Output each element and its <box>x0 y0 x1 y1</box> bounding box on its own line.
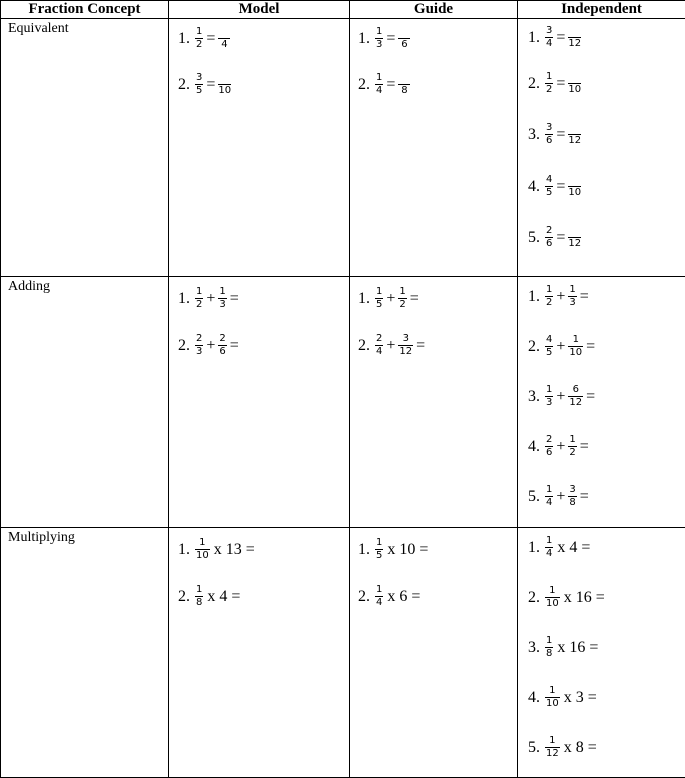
fraction <box>545 434 553 459</box>
fraction <box>568 484 576 509</box>
fraction-numerator: 1 <box>195 584 203 596</box>
multiply-expression: x 13 = <box>214 541 255 559</box>
problem-item <box>528 484 592 509</box>
equals-sign: = <box>586 338 595 356</box>
fraction-denominator: 8 <box>568 497 576 509</box>
plus-sign: + <box>206 290 215 308</box>
fraction <box>545 384 553 409</box>
fraction-numerator: 4 <box>545 174 553 186</box>
fraction-numerator: 1 <box>218 286 226 298</box>
problem-item <box>528 122 581 147</box>
fraction <box>545 122 553 147</box>
header-guide: Guide <box>350 1 518 19</box>
plus-sign: + <box>386 337 395 355</box>
equals-sign: = <box>416 337 425 355</box>
fraction <box>195 286 203 311</box>
fraction-denominator: 6 <box>545 238 553 250</box>
problem-item <box>358 333 428 358</box>
fraction-denominator: 4 <box>375 85 383 97</box>
fraction-numerator: 1 <box>545 635 553 647</box>
multiply-expression: x 3 = <box>564 689 597 707</box>
fraction <box>545 585 560 610</box>
header-model: Model <box>169 1 350 19</box>
problem-item <box>178 537 255 562</box>
plus-sign: + <box>556 488 565 506</box>
equals-sign: = <box>580 288 589 306</box>
fraction-denominator: 5 <box>545 347 553 359</box>
guide-cell <box>350 277 518 528</box>
fraction-numerator: 1 <box>545 535 553 547</box>
header-independent: Independent <box>518 1 685 19</box>
fraction-numerator: 1 <box>195 286 203 298</box>
problem-item <box>358 26 410 51</box>
fraction-numerator: 6 <box>572 384 580 396</box>
independent-cell <box>518 528 685 778</box>
fraction <box>375 72 383 97</box>
problem-item <box>528 225 581 250</box>
concept-cell: Multiplying <box>1 528 169 778</box>
fraction-numerator: 1 <box>572 334 580 346</box>
multiply-expression: x 4 = <box>207 588 240 606</box>
fraction-denominator: 10 <box>195 550 210 562</box>
fraction-numerator: 1 <box>198 537 206 549</box>
plus-sign: + <box>556 438 565 456</box>
fraction <box>568 334 583 359</box>
fraction <box>545 71 553 96</box>
fraction-numerator: 1 <box>375 286 383 298</box>
multiply-expression: x 4 = <box>557 539 590 557</box>
fraction-numerator: 1 <box>568 284 576 296</box>
problem-number: 1. <box>178 30 190 48</box>
fraction-denominator: 8 <box>195 597 203 609</box>
fraction-denominator: 12 <box>545 748 560 760</box>
problem-number: 3. <box>528 126 540 144</box>
fraction-numerator: 1 <box>375 72 383 84</box>
problem-number: 1. <box>528 288 540 306</box>
problem-item <box>528 535 590 560</box>
fraction <box>545 685 560 710</box>
problem-number: 5. <box>528 739 540 757</box>
concept-row <box>1 19 685 277</box>
fraction <box>375 537 383 562</box>
concept-cell: Adding <box>1 277 169 528</box>
problem-item <box>178 286 242 311</box>
concept-cell: Equivalent <box>1 19 169 277</box>
fraction-denominator: 6 <box>545 135 553 147</box>
problem-number: 5. <box>528 488 540 506</box>
fraction-numerator: 1 <box>545 71 553 83</box>
fraction <box>195 537 210 562</box>
equals-sign: = <box>556 29 565 47</box>
fraction-denominator: 2 <box>195 299 203 311</box>
multiply-expression: x 16 = <box>557 639 598 657</box>
fraction-denominator: 4 <box>545 38 553 50</box>
fraction-numerator: 1 <box>375 584 383 596</box>
problem-number: 4. <box>528 178 540 196</box>
fraction-numerator: 1 <box>545 384 553 396</box>
fraction-denominator: 4 <box>375 346 383 358</box>
multiply-expression: x 16 = <box>564 589 605 607</box>
fraction-numerator: 4 <box>545 334 553 346</box>
fraction-denominator: 2 <box>545 297 553 309</box>
fraction-denominator: 4 <box>545 548 553 560</box>
problem-number: 4. <box>528 689 540 707</box>
fraction-denominator: 12 <box>398 346 413 358</box>
problem-item <box>528 434 592 459</box>
blank-fraction-denominator: 12 <box>568 135 581 147</box>
problem-number: 1. <box>358 30 370 48</box>
fraction <box>545 25 553 50</box>
fraction-denominator: 8 <box>545 648 553 660</box>
problem-item <box>528 735 597 760</box>
fraction <box>545 174 553 199</box>
plus-sign: + <box>556 338 565 356</box>
equals-sign: = <box>556 75 565 93</box>
fraction-denominator: 3 <box>195 346 203 358</box>
fraction <box>195 584 203 609</box>
problem-item <box>528 174 581 199</box>
fraction-numerator: 1 <box>568 434 576 446</box>
problem-number: 2. <box>178 588 190 606</box>
concept-row <box>1 277 685 528</box>
equals-sign: = <box>556 229 565 247</box>
fraction-numerator: 2 <box>218 333 226 345</box>
fraction-denominator: 2 <box>568 447 576 459</box>
fraction-denominator: 12 <box>568 397 583 409</box>
fraction <box>545 225 553 250</box>
blank-fraction <box>568 122 581 147</box>
fraction-numerator: 3 <box>545 122 553 134</box>
equals-sign: = <box>206 30 215 48</box>
problem-item <box>528 334 598 359</box>
problem-number: 2. <box>528 589 540 607</box>
fraction-denominator: 5 <box>545 187 553 199</box>
model-cell <box>169 528 350 778</box>
fraction-denominator: 3 <box>545 397 553 409</box>
guide-cell <box>350 19 518 277</box>
fraction-denominator: 3 <box>568 297 576 309</box>
fraction <box>545 484 553 509</box>
equals-sign: = <box>386 30 395 48</box>
problem-item <box>358 72 410 97</box>
fraction <box>545 334 553 359</box>
equals-sign: = <box>230 337 239 355</box>
fraction-denominator: 5 <box>375 299 383 311</box>
fraction <box>568 434 576 459</box>
fraction-numerator: 2 <box>545 434 553 446</box>
guide-cell <box>350 528 518 778</box>
fraction <box>375 333 383 358</box>
equals-sign: = <box>580 488 589 506</box>
multiply-expression: x 10 = <box>387 541 428 559</box>
problem-number: 1. <box>358 541 370 559</box>
problem-item <box>358 584 420 609</box>
blank-fraction <box>218 26 230 51</box>
blank-fraction-denominator: 10 <box>218 85 231 97</box>
model-cell <box>169 277 350 528</box>
problem-item <box>178 72 231 97</box>
fraction <box>545 535 553 560</box>
fraction <box>195 26 203 51</box>
fraction-numerator: 1 <box>398 286 406 298</box>
header-fraction-concept: Fraction Concept <box>1 1 169 19</box>
fraction-numerator: 1 <box>195 26 203 38</box>
problem-item <box>528 384 598 409</box>
fraction <box>195 333 203 358</box>
equals-sign: = <box>586 388 595 406</box>
fraction-denominator: 2 <box>545 84 553 96</box>
blank-fraction <box>568 71 581 96</box>
fraction <box>398 286 406 311</box>
fraction-denominator: 10 <box>545 598 560 610</box>
problem-number: 1. <box>528 539 540 557</box>
multiply-expression: x 8 = <box>564 739 597 757</box>
problem-number: 2. <box>358 76 370 94</box>
problem-item <box>358 286 422 311</box>
problem-item <box>528 685 597 710</box>
fraction <box>545 735 560 760</box>
header-row <box>1 1 685 19</box>
fraction <box>218 286 226 311</box>
problem-number: 2. <box>358 588 370 606</box>
fraction-numerator: 1 <box>375 537 383 549</box>
problem-number: 2. <box>358 337 370 355</box>
problem-item <box>528 635 598 660</box>
fraction-denominator: 10 <box>568 347 583 359</box>
fraction-denominator: 2 <box>398 299 406 311</box>
fraction-numerator: 1 <box>545 484 553 496</box>
fraction <box>568 284 576 309</box>
problem-number: 3. <box>528 388 540 406</box>
blank-fraction <box>568 225 581 250</box>
blank-fraction-denominator: 6 <box>401 39 407 51</box>
fraction <box>195 72 203 97</box>
fraction <box>375 26 383 51</box>
blank-fraction-denominator: 4 <box>221 39 227 51</box>
fraction-numerator: 1 <box>548 685 556 697</box>
fraction <box>545 284 553 309</box>
fraction <box>375 584 383 609</box>
fraction-numerator: 3 <box>545 25 553 37</box>
fraction-numerator: 1 <box>548 735 556 747</box>
fraction <box>218 333 226 358</box>
problem-item <box>178 333 242 358</box>
blank-fraction <box>398 72 410 97</box>
problem-item <box>358 537 428 562</box>
problem-item <box>178 584 240 609</box>
blank-fraction-denominator: 10 <box>568 84 581 96</box>
fraction-numerator: 1 <box>548 585 556 597</box>
fraction <box>568 384 583 409</box>
equals-sign: = <box>556 178 565 196</box>
problem-item <box>528 25 581 50</box>
plus-sign: + <box>206 337 215 355</box>
fraction-denominator: 4 <box>545 497 553 509</box>
equals-sign: = <box>230 290 239 308</box>
equals-sign: = <box>410 290 419 308</box>
fraction-numerator: 3 <box>568 484 576 496</box>
fraction-denominator: 3 <box>375 39 383 51</box>
fraction-denominator: 10 <box>545 698 560 710</box>
problem-number: 2. <box>528 75 540 93</box>
model-cell <box>169 19 350 277</box>
problem-item <box>528 284 592 309</box>
problem-item <box>528 71 581 96</box>
plus-sign: + <box>556 288 565 306</box>
problem-number: 1. <box>178 290 190 308</box>
plus-sign: + <box>556 388 565 406</box>
multiply-expression: x 6 = <box>387 588 420 606</box>
problem-item <box>178 26 230 51</box>
fraction-denominator: 4 <box>375 597 383 609</box>
problem-number: 2. <box>178 76 190 94</box>
blank-fraction <box>568 25 581 50</box>
fraction-numerator: 2 <box>195 333 203 345</box>
problem-number: 2. <box>528 338 540 356</box>
problem-number: 3. <box>528 639 540 657</box>
fraction <box>545 635 553 660</box>
fraction-denominator: 5 <box>195 85 203 97</box>
equals-sign: = <box>206 76 215 94</box>
problem-number: 4. <box>528 438 540 456</box>
fraction <box>398 333 413 358</box>
fraction-numerator: 2 <box>545 225 553 237</box>
plus-sign: + <box>386 290 395 308</box>
problem-number: 1. <box>528 29 540 47</box>
fraction-denominator: 6 <box>545 447 553 459</box>
problem-item <box>528 585 605 610</box>
concept-row <box>1 528 685 778</box>
blank-fraction-denominator: 12 <box>568 238 581 250</box>
fraction-denominator: 5 <box>375 550 383 562</box>
blank-fraction-denominator: 8 <box>401 85 407 97</box>
fraction-denominator: 2 <box>195 39 203 51</box>
fraction-numerator: 3 <box>402 333 410 345</box>
fraction-numerator: 1 <box>375 26 383 38</box>
equals-sign: = <box>556 126 565 144</box>
fraction-denominator: 6 <box>218 346 226 358</box>
problem-number: 5. <box>528 229 540 247</box>
fraction-numerator: 1 <box>545 284 553 296</box>
problem-number: 1. <box>178 541 190 559</box>
fraction-numerator: 2 <box>375 333 383 345</box>
blank-fraction <box>398 26 410 51</box>
blank-fraction-denominator: 12 <box>568 38 581 50</box>
problem-number: 1. <box>358 290 370 308</box>
equals-sign: = <box>386 76 395 94</box>
problem-number: 2. <box>178 337 190 355</box>
fraction-numerator: 3 <box>195 72 203 84</box>
independent-cell <box>518 277 685 528</box>
fraction-denominator: 3 <box>218 299 226 311</box>
independent-cell <box>518 19 685 277</box>
blank-fraction <box>568 174 581 199</box>
equals-sign: = <box>580 438 589 456</box>
blank-fraction <box>218 72 231 97</box>
fraction <box>375 286 383 311</box>
blank-fraction-denominator: 10 <box>568 187 581 199</box>
